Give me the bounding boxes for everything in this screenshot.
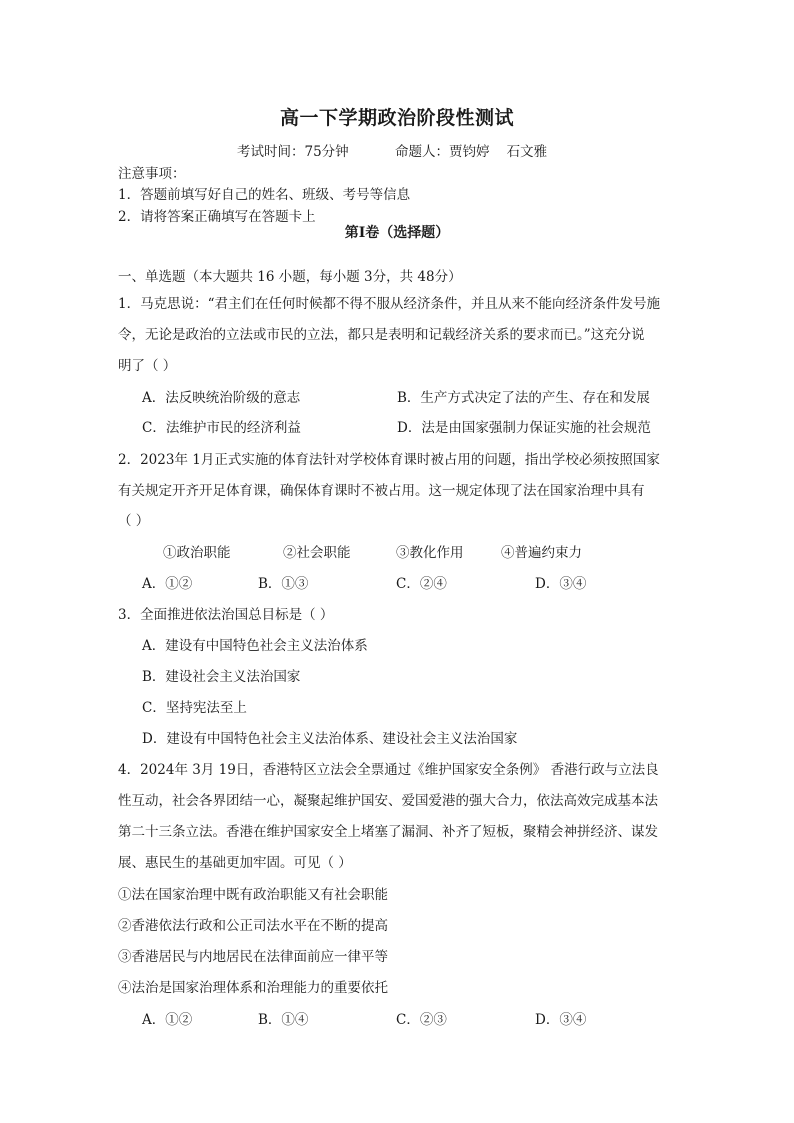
question-2-item: ②社会职能 bbox=[283, 545, 351, 561]
question-2-line: （ ） bbox=[118, 513, 150, 529]
question-2-option-b: B．①③ bbox=[258, 576, 309, 592]
question-3-stem: 3．全面推进依法治国总目标是（ ） bbox=[118, 607, 334, 623]
question-2-option-d: D．③④ bbox=[535, 576, 587, 592]
question-2-line: 2．2023年 1月正式实施的体育法针对学校体育课时被占用的问题，指出学校必须按照国家 bbox=[118, 452, 660, 468]
question-2-option-c: C．②④ bbox=[396, 576, 447, 592]
question-2-item: ④普遍约束力 bbox=[501, 545, 582, 561]
question-4-item: ②香港依法行政和公正司法水平在不断的提高 bbox=[118, 918, 388, 934]
question-4-item: ④法治是国家治理体系和治理能力的重要依托 bbox=[118, 980, 388, 996]
question-1-line: 令，无论是政治的立法或市民的立法，都只是表明和记载经济关系的要求而已。”这充分说 bbox=[118, 327, 645, 343]
notice-heading: 注意事项： bbox=[118, 166, 186, 182]
page-title: 高一下学期政治阶段性测试 bbox=[279, 107, 514, 129]
question-4-item: ①法在国家治理中既有政治职能又有社会职能 bbox=[118, 887, 388, 903]
question-2-item: ①政治职能 bbox=[163, 545, 231, 561]
question-4-line: 4．2024年 3月 19日，香港特区立法会全票通过《维护国家安全条例》 香港行政与立法良 bbox=[118, 762, 659, 778]
question-3-option-c: C．坚持宪法至上 bbox=[142, 700, 247, 716]
question-3-option-d: D．建设有中国特色社会主义法治体系、建设社会主义法治国家 bbox=[142, 731, 518, 747]
question-1-line: 明了（ ） bbox=[118, 358, 177, 374]
part-heading: 一、单选题（本大题共 16 小题，每小题 3分，共 48分） bbox=[118, 269, 462, 285]
question-4-line: 性互动，社会各界团结一心，凝聚起维护国安、爱国爱港的强大合力，依法高效完成基本法 bbox=[118, 793, 658, 809]
question-1-option-a: A．法反映统治阶级的意志 bbox=[142, 390, 301, 406]
section-title: 第Ⅰ卷（选择题） bbox=[344, 225, 450, 241]
question-4-option-a: A．①② bbox=[142, 1012, 193, 1028]
question-3-option-b: B．建设社会主义法治国家 bbox=[142, 669, 301, 685]
question-4-option-b: B．①④ bbox=[258, 1012, 309, 1028]
question-1-line: 1．马克思说：“君主们在任何时候都不得不服从经济条件，并且从来不能向经济条件发号施 bbox=[118, 296, 660, 312]
question-3-option-a: A．建设有中国特色社会主义法治体系 bbox=[142, 638, 368, 654]
question-1-option-b: B．生产方式决定了法的产生、存在和发展 bbox=[397, 390, 650, 406]
exam-authors: 命题人：贾钧婷 石文雅 bbox=[395, 144, 548, 160]
exam-time: 考试时间：75分钟 bbox=[237, 144, 349, 160]
question-2-line: 有关规定开齐开足体育课，确保体育课时不被占用。这一规定体现了法在国家治理中具有 bbox=[118, 483, 645, 499]
question-1-option-c: C．法维护市民的经济利益 bbox=[142, 420, 301, 436]
question-1-option-d: D．法是由国家强制力保证实施的社会规范 bbox=[397, 420, 651, 436]
notice-item: 1．答题前填写好自己的姓名、班级、考号等信息 bbox=[118, 187, 411, 203]
question-4-line: 展、惠民生的基础更加牢固。可见（ ） bbox=[118, 855, 352, 871]
question-4-line: 第二十三条立法。香港在维护国家安全上堵塞了漏洞、补齐了短板，聚精会神拼经济、谋发 bbox=[118, 824, 658, 840]
question-4-option-c: C．②③ bbox=[396, 1012, 447, 1028]
question-2-option-a: A．①② bbox=[142, 576, 193, 592]
notice-item: 2．请将答案正确填写在答题卡上 bbox=[118, 209, 316, 225]
question-4-option-d: D．③④ bbox=[535, 1012, 587, 1028]
question-2-item: ③教化作用 bbox=[396, 545, 464, 561]
question-4-item: ③香港居民与内地居民在法律面前应一律平等 bbox=[118, 949, 388, 965]
